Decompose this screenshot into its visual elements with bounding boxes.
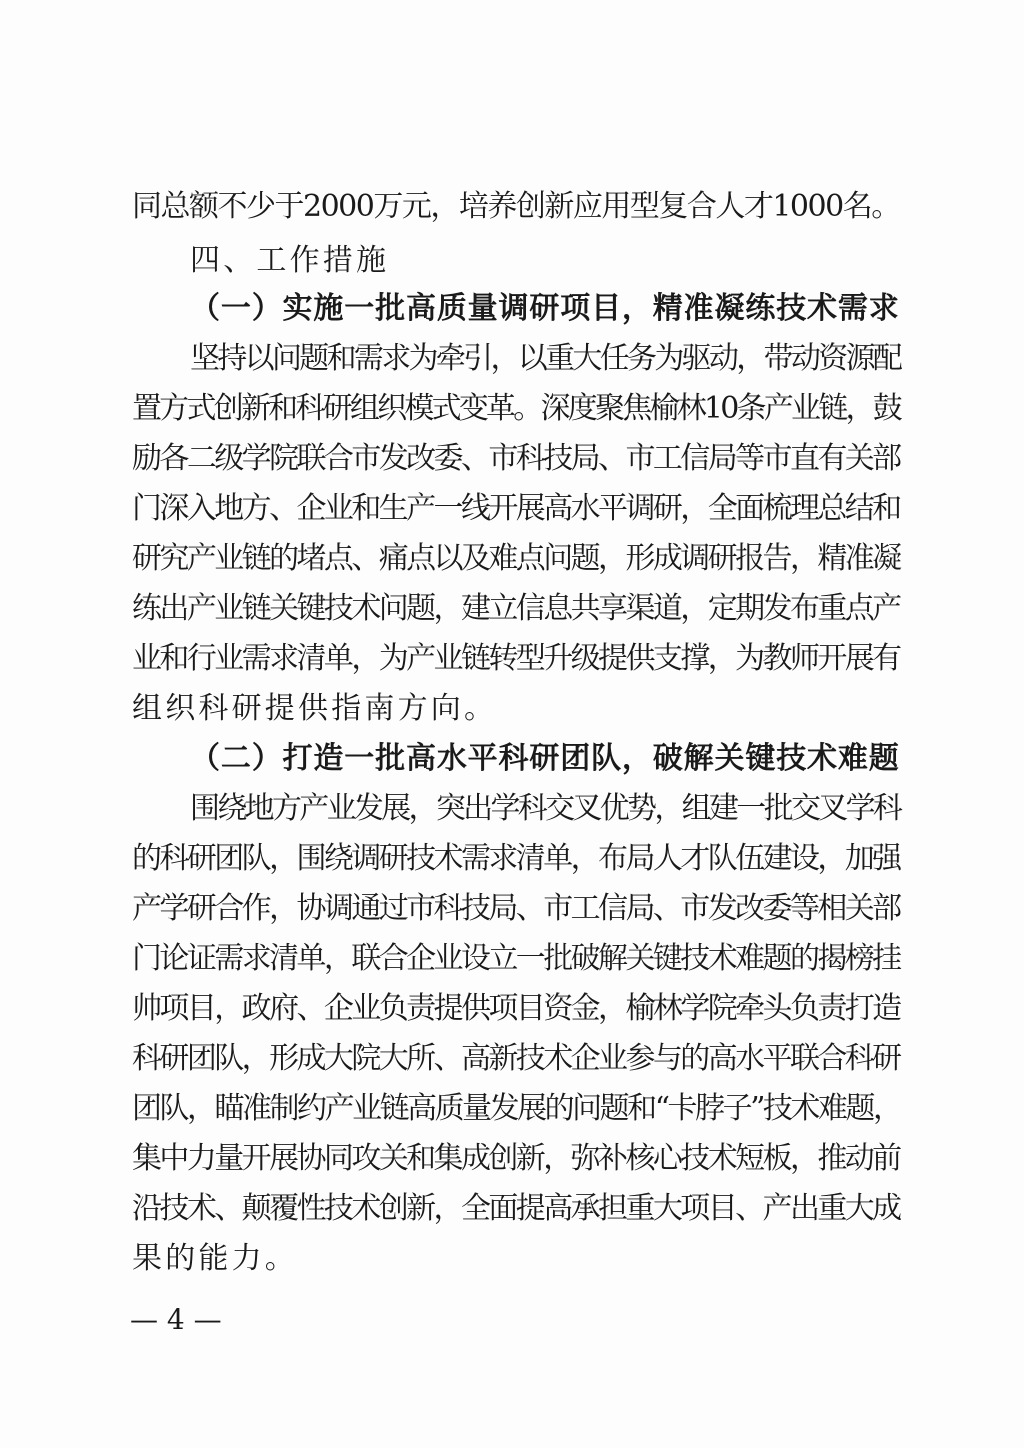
paragraph-line: 励各二级学院联合市发改委、市科技局、市工信局等市直有关部 [132,441,900,476]
subsection-heading: （二）打造一批高水平科研团队，破解关键技术难题 [190,741,900,776]
paragraph-line: 帅项目，政府、企业负责提供项目资金，榆林学院牵头负责打造 [132,991,900,1026]
paragraph-line: 围绕地方产业发展，突出学科交叉优势，组建一批交叉学科 [190,791,901,826]
paragraph-line: 产学研合作，协调通过市科技局、市工信局、市发改委等相关部 [132,891,900,926]
paragraph-line: 科研团队，形成大院大所、高新技术企业参与的高水平联合科研 [132,1041,900,1076]
section-heading: 四、工作措施 [190,243,390,278]
paragraph-line: 果的能力。 [132,1241,298,1276]
paragraph-line: 组织科研提供指南方向。 [132,691,498,726]
paragraph-line: 沿技术、颠覆性技术创新，全面提高承担重大项目、产出重大成 [132,1191,900,1226]
paragraph-line: 练出产业链关键技术问题，建立信息共享渠道，定期发布重点产 [132,591,900,626]
paragraph-line: 置方式创新和科研组织模式变革。深度聚焦榆林10条产业链，鼓 [132,391,900,426]
subsection-heading: （一）实施一批高质量调研项目，精准凝练技术需求 [190,291,900,326]
paragraph-line: 研究产业链的堵点、痛点以及难点问题，形成调研报告，精准凝 [132,541,900,576]
paragraph-continuation-line: 同总额不少于2000万元，培养创新应用型复合人才1000名。 [132,189,900,224]
paragraph-line: 团队，瞄准制约产业链高质量发展的问题和“卡脖子”技术难题， [132,1091,901,1126]
paragraph-line: 门深入地方、企业和生产一线开展高水平调研，全面梳理总结和 [132,491,900,526]
paragraph-line: 坚持以问题和需求为牵引，以重大任务为驱动，带动资源配 [190,341,901,376]
paragraph-line: 集中力量开展协同攻关和集成创新，弥补核心技术短板，推动前 [132,1141,900,1176]
paragraph-line: 门论证需求清单，联合企业设立一批破解关键技术难题的揭榜挂 [132,941,900,976]
paragraph-line: 业和行业需求清单，为产业链转型升级提供支撑，为教师开展有 [132,641,900,676]
page-number: — 4 — [130,1303,222,1336]
paragraph-line: 的科研团队，围绕调研技术需求清单，布局人才队伍建设，加强 [132,841,900,876]
